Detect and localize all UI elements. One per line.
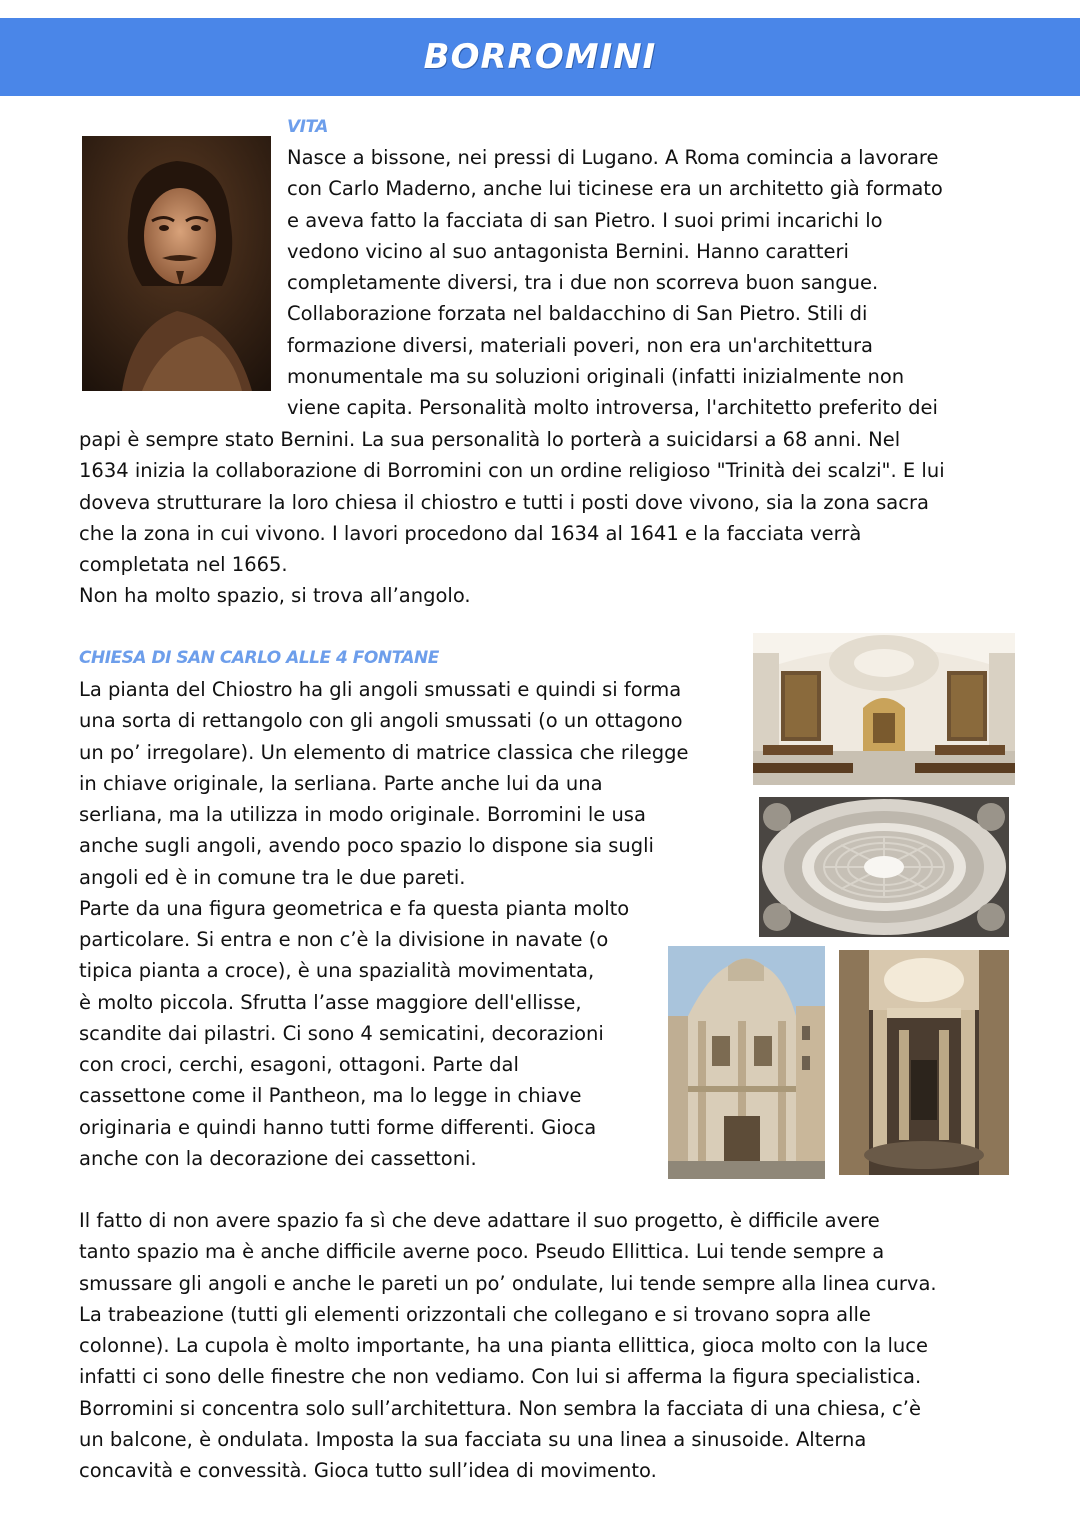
text-line: con Carlo Maderno, anche lui ticinese era un architetto già formato	[287, 177, 943, 201]
text-line: concavità e convessità. Gioca tutto sull’idea di movimento.	[79, 1459, 657, 1483]
text-line: doveva strutturare la loro chiesa il chiostro e tutti i posti dove vivono, sia la zona sacra	[79, 490, 929, 514]
text-line: un po’ irregolare). Un elemento di matrice classica che rilegge	[79, 740, 689, 764]
text-line: un balcone, è ondulata. Imposta la sua facciata su una linea a sinusoide. Alterna	[79, 1428, 867, 1452]
text-line: in chiave originale, la serliana. Parte anche lui da una	[79, 771, 603, 795]
text-line: Collaborazione forzata nel baldacchino di San Pietro. Stili di	[287, 302, 868, 326]
text-line: colonne). La cupola è molto importante, ha una pianta ellittica, gioca molto con la luce	[79, 1334, 929, 1358]
text-line: 1634 inizia la collaborazione di Borromini con un ordine religioso "Trinità dei scalzi". E lui	[79, 459, 945, 483]
cloister-image	[839, 950, 1009, 1175]
text-line: Borromini si concentra solo sull’architettura. Non sembra la facciata di una chiesa, c’è	[79, 1396, 921, 1420]
chiesa-heading: CHIESA DI SAN CARLO ALLE 4 FONTANE	[79, 648, 439, 668]
text-line: tipica pianta a croce), è una spazialità movimentata,	[79, 959, 595, 983]
text-line: originaria e quindi hanno tutti forme differenti. Gioca	[79, 1115, 597, 1139]
text-line: completata nel 1665.	[79, 553, 288, 577]
text-line: Nasce a bissone, nei pressi di Lugano. A Roma comincia a lavorare	[287, 146, 939, 169]
text-line: Il fatto di non avere spazio fa sì che deve adattare il suo progetto, è difficile avere	[79, 1209, 880, 1232]
facade-image	[668, 946, 825, 1179]
text-line: cassettone come il Pantheon, ma lo legge in chiave	[79, 1084, 582, 1108]
vita-paragraph-full	[79, 424, 945, 612]
chiesa-paragraph-b	[79, 924, 608, 1174]
text-line: con croci, cerchi, esagoni, ottagoni. Parte dal	[79, 1053, 519, 1077]
text-line: smussare gli angoli e anche le pareti un po’ ondulate, lui tende sempre alla linea curva.	[79, 1271, 937, 1295]
text-line: monumentale ma su soluzioni originali (infatti inizialmente non	[287, 365, 905, 389]
text-line: papi è sempre stato Bernini. La sua personalità lo porterà a suicidarsi a 68 anni. Nel	[79, 428, 901, 451]
text-line: anche sugli angoli, avendo poco spazio lo dispone sia sugli	[79, 834, 654, 858]
portrait-image	[82, 136, 271, 391]
text-line: formazione diversi, materiali poveri, non era un'architettura	[287, 333, 873, 357]
page-title: BORROMINI	[423, 37, 657, 77]
text-line: che la zona in cui vivono. I lavori procedono dal 1634 al 1641 e la facciata verrà	[79, 521, 862, 545]
text-line: La pianta del Chiostro ha gli angoli smussati e quindi si forma	[79, 678, 682, 701]
chiesa-paragraph-a	[79, 674, 688, 924]
text-line: e aveva fatto la facciata di san Pietro. I suoi primi incarichi lo	[287, 208, 883, 232]
text-line: infatti ci sono delle finestre che non vediamo. Con lui si afferma la figura specialistica.	[79, 1365, 922, 1389]
dome-image	[759, 797, 1009, 937]
text-line: serliana, ma la utilizza in modo originale. Borromini le usa	[79, 803, 646, 827]
final-paragraph	[79, 1205, 937, 1487]
text-line: Non ha molto spazio, si trova all’angolo.	[79, 584, 471, 608]
text-line: angoli ed è in comune tra le due pareti.	[79, 865, 466, 889]
vita-paragraph-indented	[287, 142, 943, 424]
title-banner	[0, 18, 1080, 96]
text-line: scandite dai pilastri. Ci sono 4 semicatini, decorazioni	[79, 1021, 604, 1045]
text-line: completamente diversi, tra i due non scorreva buon sangue.	[287, 271, 879, 295]
text-line: particolare. Si entra e non c’è la divisione in navate (o	[79, 928, 609, 951]
church-interior-image	[753, 633, 1015, 785]
text-line: Parte da una figura geometrica e fa questa pianta molto	[79, 897, 630, 921]
text-line: viene capita. Personalità molto introversa, l'architetto preferito dei	[287, 396, 938, 420]
text-line: tanto spazio ma è anche difficile averne poco. Pseudo Ellittica. Lui tende sempre a	[79, 1240, 885, 1264]
text-line: vedono vicino al suo antagonista Bernini. Hanno caratteri	[287, 239, 849, 263]
text-line: è molto piccola. Sfrutta l’asse maggiore dell'ellisse,	[79, 990, 582, 1014]
text-line: una sorta di rettangolo con gli angoli smussati (o un ottagono	[79, 709, 683, 733]
text-line: anche con la decorazione dei cassettoni.	[79, 1147, 477, 1171]
vita-heading: VITA	[287, 117, 328, 137]
text-line: La trabeazione (tutti gli elementi orizzontali che collegano e si trovano sopra alle	[79, 1302, 871, 1326]
